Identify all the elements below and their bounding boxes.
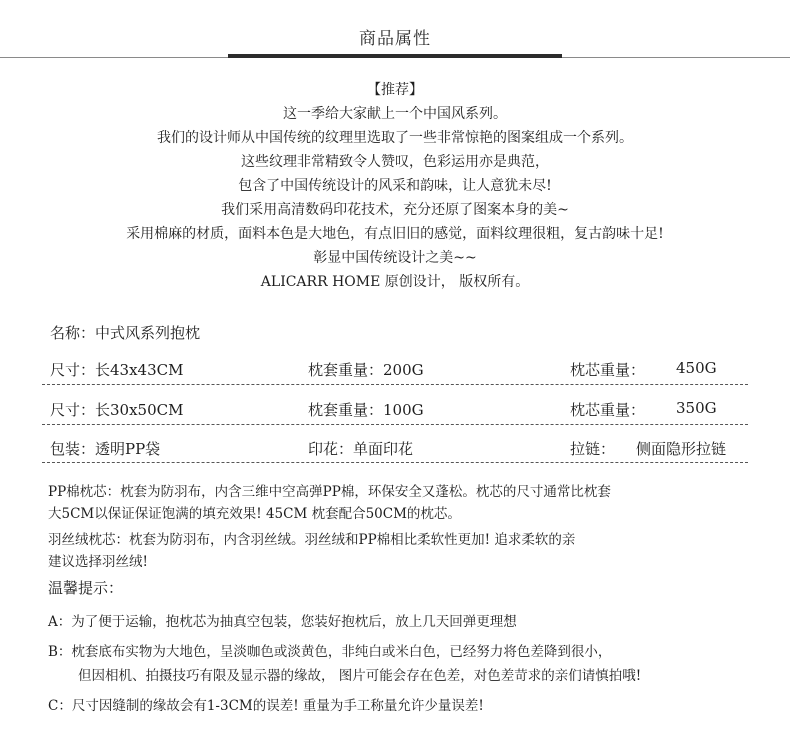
intro-line: 包含了中国传统设计的风采和韵味，让人意犹未尽! (238, 178, 552, 194)
spec-size: 尺寸：长30x50CM (50, 401, 184, 419)
intro-line: 彰显中国传统设计之美~~ (313, 250, 477, 266)
pp-core-desc: PP棉枕芯：枕套为防羽布，内含三维中空高弹PP棉，环保安全又蓬松。枕芯的尺寸通常比枕套 (48, 484, 611, 500)
spec-core-label: 枕芯重量： (570, 361, 646, 379)
tip-a: A：为了便于运输，抱枕芯为抽真空包装，您装好抱枕后，放上几天回弹更理想 (48, 614, 517, 630)
spec-zipper-label: 拉链： (570, 440, 616, 458)
down-core-desc: 建议选择羽丝绒! (48, 554, 148, 570)
tip-b-continued: 但因相机、拍摄技巧有限及显示器的缘故， 图片可能会存在色差，对色差苛求的亲们请慎拍哦! (78, 668, 642, 684)
spec-packaging: 包装：透明PP袋 (50, 440, 161, 458)
down-core-desc: 羽丝绒枕芯：枕套为防羽布，内含羽丝绒。羽丝绒和PP棉相比柔软性更加! 追求柔软的亲 (48, 532, 576, 548)
intro-line: 我们的设计师从中国传统的纹理里选取了一些非常惊艳的图案组成一个系列。 (157, 130, 633, 146)
intro-line: 我们采用高清数码印花技术，充分还原了图案本身的美~ (221, 202, 569, 218)
product-name: 名称：中式风系列抱枕 (50, 324, 201, 342)
intro-line: 这一季给大家献上一个中国风系列。 (283, 106, 507, 122)
spec-printing: 印花：单面印花 (308, 440, 414, 458)
section-title: 商品属性 (359, 29, 431, 49)
spec-core-value: 450G (676, 359, 717, 377)
spec-core-value: 350G (676, 399, 717, 417)
spec-size: 尺寸：长43x43CM (50, 361, 184, 379)
tip-c: C：尺寸因缝制的缘故会有1-3CM的误差! 重量为手工称量允许少量误差! (48, 698, 484, 714)
spec-zipper-value: 侧面隐形拉链 (636, 440, 727, 458)
tip-b: B：枕套底布实物为大地色，呈淡咖色或淡黄色，非纯白或米白色，已经努力将色差降到很小， (48, 644, 612, 660)
intro-line: 采用棉麻的材质，面料本色是大地色，有点旧旧的感觉，面料纹理很粗，复古韵味十足! (126, 226, 664, 242)
intro-line: 这些纹理非常精致令人赞叹，色彩运用亦是典范， (241, 154, 549, 170)
pp-core-desc: 大5CM以保证保证饱满的填充效果! 45CM 枕套配合50CM的枕芯。 (48, 506, 461, 522)
spec-cover-weight: 枕套重量：200G (308, 361, 424, 379)
tips-title: 温馨提示： (48, 579, 124, 597)
spec-core-label: 枕芯重量： (570, 401, 646, 419)
intro-line: 【推荐】 (367, 82, 423, 98)
row-divider (42, 424, 748, 425)
row-divider (42, 384, 748, 385)
spec-cover-weight: 枕套重量：100G (308, 401, 424, 419)
intro-line: ALICARR HOME 原创设计， 版权所有。 (260, 274, 530, 290)
header-underline (228, 54, 562, 58)
row-divider (42, 462, 748, 463)
